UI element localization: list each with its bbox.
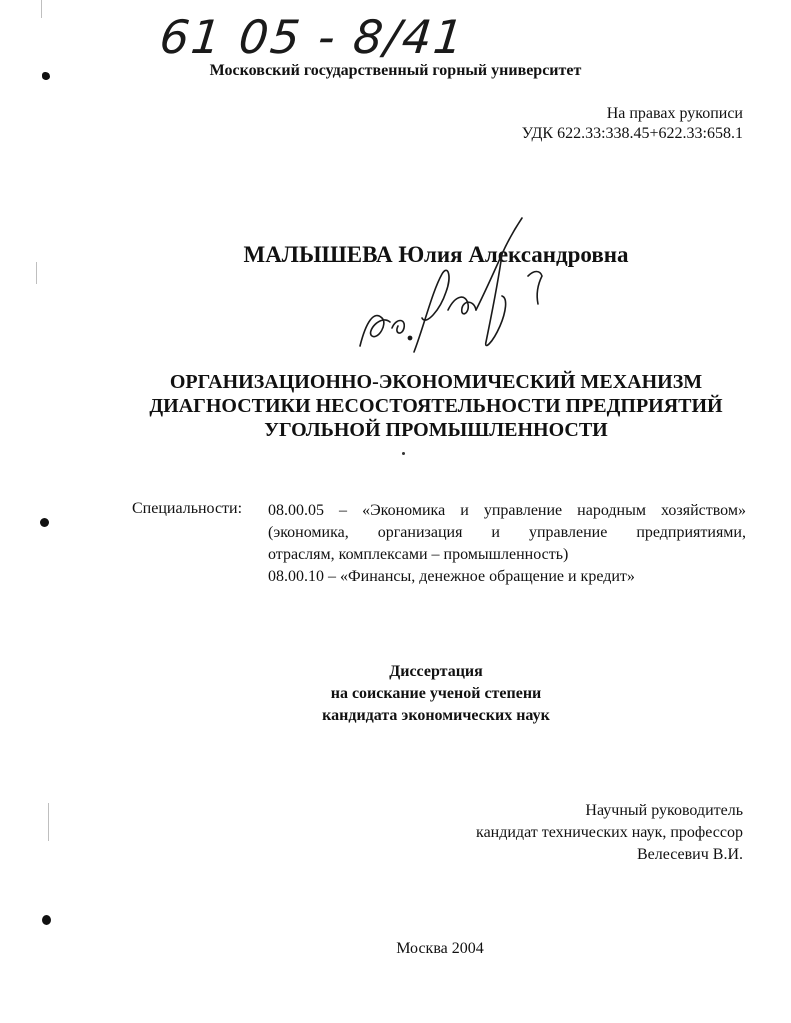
supervisor-role: Научный руководитель — [585, 802, 743, 819]
degree-line: Диссертация — [389, 663, 483, 680]
title-line: ДИАГНОСТИКИ НЕСОСТОЯТЕЛЬНОСТИ ПРЕДПРИЯТИЙ — [149, 395, 723, 417]
degree-line: на соискание ученой степени — [330, 685, 542, 702]
specialties-list — [268, 500, 746, 588]
author-name: МАЛЫШЕВА Юлия Александровна — [243, 242, 629, 267]
manuscript-rights-label: На правах рукописи — [606, 105, 743, 122]
binding-hole-mark — [40, 518, 49, 527]
supervisor-name: Велесевич В.И. — [636, 846, 743, 863]
degree-line: кандидата экономических наук — [322, 707, 550, 724]
supervisor-degree: кандидат технических наук, профессор — [476, 824, 743, 841]
specialties-label: Специальности: — [132, 500, 243, 517]
supervisor-block — [476, 800, 743, 866]
manuscript-rights-block — [522, 104, 743, 144]
degree-statement — [0, 661, 791, 727]
scan-artifact — [41, 0, 42, 18]
university-name: Московский государственный горный университет — [209, 62, 582, 79]
scan-artifact — [48, 803, 49, 841]
specialty-line: 08.00.10 – «Финансы, денежное обращение и кредит» — [268, 568, 635, 585]
title-line: ОРГАНИЗАЦИОННО-ЭКОНОМИЧЕСКИЙ МЕХАНИЗМ — [169, 371, 703, 393]
specialty-line: отраслям, комплексами – промышленность) — [268, 546, 569, 563]
title-line: УГОЛЬНОЙ ПРОМЫШЛЕННОСТИ — [264, 419, 608, 441]
specialty-line: (экономика, организация и управление предприятиями, — [268, 524, 746, 541]
author-signature — [352, 214, 562, 354]
stray-dot — [402, 452, 405, 455]
dissertation-title — [0, 370, 791, 442]
city-year: Москва 2004 — [396, 940, 484, 957]
udc-code: УДК 622.33:338.45+622.33:658.1 — [521, 125, 743, 142]
binding-hole-mark — [42, 915, 51, 925]
specialty-line: 08.00.05 – «Экономика и управление народным хозяйством» — [268, 502, 746, 519]
handwritten-archive-number: 61 05 - 8/41 — [157, 10, 468, 64]
